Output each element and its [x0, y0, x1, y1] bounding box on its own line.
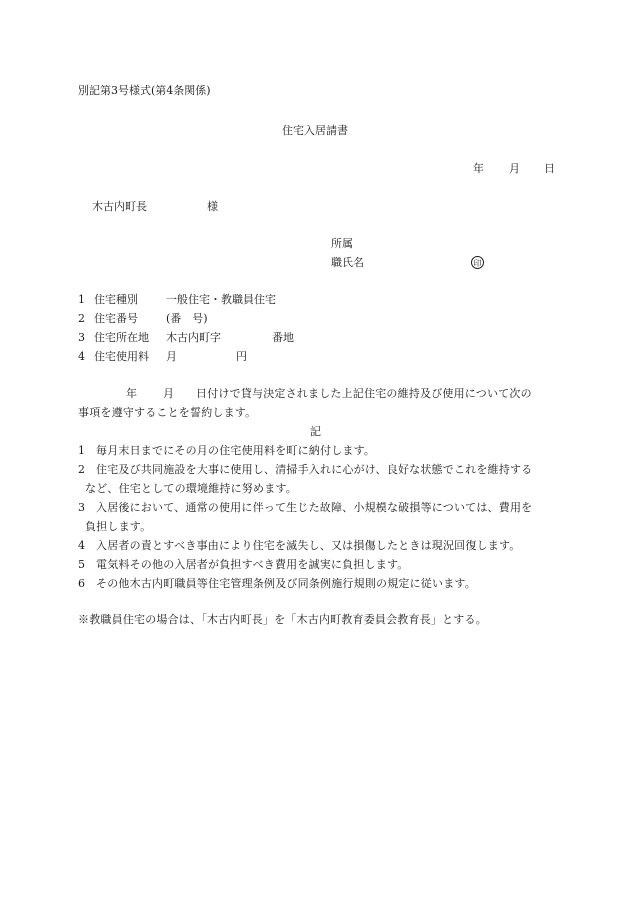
footnote: ※教職員住宅の場合は、「木古内町長」を「木古内町教育委員会教育長」とする。: [78, 613, 487, 626]
term-number: 3: [78, 501, 85, 514]
item-number: 4: [78, 350, 85, 363]
term-number: 4: [78, 539, 85, 552]
term-text: 毎月末日までにその月の住宅使用料を町に納付します。: [96, 444, 376, 457]
pledge-year-label: 年: [126, 387, 137, 400]
item-label: 住宅番号: [94, 312, 138, 325]
addressee-name: 木古内町長: [92, 200, 147, 213]
document-title: 住宅入居請書: [282, 124, 348, 137]
term-text: 電気料その他の入居者が負担すべき費用を誠実に負担します。: [96, 558, 409, 571]
term-number: 5: [78, 558, 85, 571]
item-label: 住宅所在地: [94, 331, 149, 344]
item-value: 一般住宅・教職員住宅: [166, 293, 276, 306]
item-value-suffix: 番地: [272, 331, 294, 344]
item-number: 2: [78, 312, 85, 325]
pledge-line: 日付けで貸与決定されました上記住宅の維持及び使用について次の: [196, 387, 532, 400]
item-label: 住宅使用料: [94, 350, 149, 363]
term-text: その他木古内町職員等住宅管理条例及び同条例施行規則の規定に従います。: [96, 577, 476, 590]
affiliation-label: 所属: [331, 237, 353, 250]
term-text-continuation: など、住宅としての環境維持に努めます。: [85, 482, 297, 495]
item-value-suffix: 円: [236, 350, 247, 363]
date-year-label: 年: [473, 162, 484, 175]
item-value: 木古内町字: [166, 331, 221, 344]
term-number: 1: [78, 444, 85, 457]
item-value: (番 号): [166, 312, 208, 325]
item-value: 月: [166, 350, 177, 363]
pledge-line: 事項を遵守することを誓約します。: [78, 406, 257, 419]
date-day-label: 日: [544, 162, 555, 175]
term-text-continuation: 負担します。: [85, 520, 152, 533]
addressee-honorific: 様: [207, 200, 218, 213]
item-label: 住宅種別: [94, 293, 138, 306]
name-label: 職氏名: [331, 256, 364, 269]
term-number: 2: [78, 463, 85, 476]
term-text: 住宅及び共同施設を大事に使用し、清掃手入れに心がけ、良好な状態でこれを維持する: [96, 463, 533, 476]
ki-heading: 記: [310, 425, 321, 438]
item-number: 3: [78, 331, 85, 344]
term-text: 入居者の責とすべき事由により住宅を滅失し、又は損傷したときは現況回復します。: [96, 539, 521, 552]
pledge-month-label: 月: [163, 387, 174, 400]
seal-mark: 印: [471, 256, 484, 269]
form-reference: 別記第3号様式(第4条関係): [78, 84, 211, 97]
item-number: 1: [78, 293, 85, 306]
term-number: 6: [78, 577, 85, 590]
term-text: 入居後において、通常の使用に伴って生じた故障、小規模な破損等については、費用を: [96, 501, 533, 514]
date-month-label: 月: [509, 162, 520, 175]
